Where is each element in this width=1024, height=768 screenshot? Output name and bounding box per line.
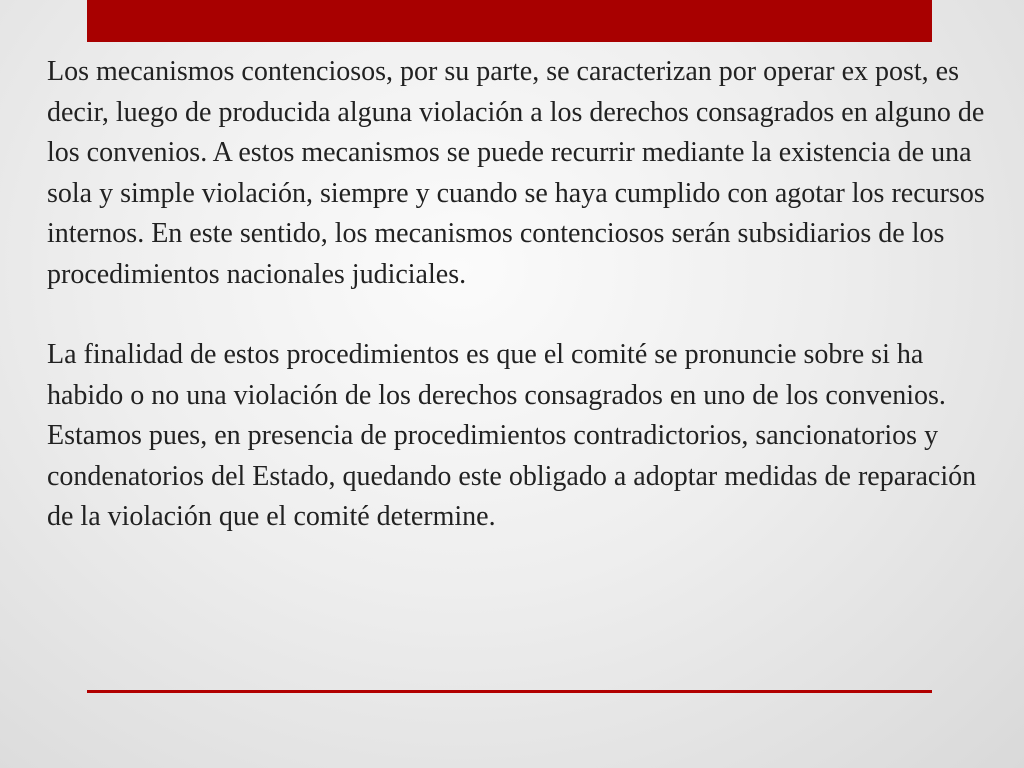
paragraph-mecanismos-contenciosos: Los mecanismos contenciosos, por su parte, se caracterizan por operar ex post, es decir, luego de producida alguna violación a los derechos consagrados en alguno de los convenios. A estos mecanismos se puede recurrir mediante la existencia de una sola y simple violación, siempre y cuando se haya cumplido con agotar los recursos internos. En este sentido, los mecanismos contenciosos serán subsidiarios de los procedimientos nacionales judiciales. (47, 56, 985, 290)
top-accent-bar (87, 0, 932, 42)
paragraph-finalidad-procedimientos: La finalidad de estos procedimientos es que el comité se pronuncie sobre si ha habido o no una violación de los derechos consagrados en uno de los convenios. Estamos pues, en presencia de procedimientos contradictorios, sancionatorios y condenatorios del Estado, quedando este obligado a adoptar medidas de reparación de la violación que el comité determine. (47, 339, 977, 532)
slide-content (47, 52, 987, 538)
bottom-accent-rule (87, 690, 932, 693)
